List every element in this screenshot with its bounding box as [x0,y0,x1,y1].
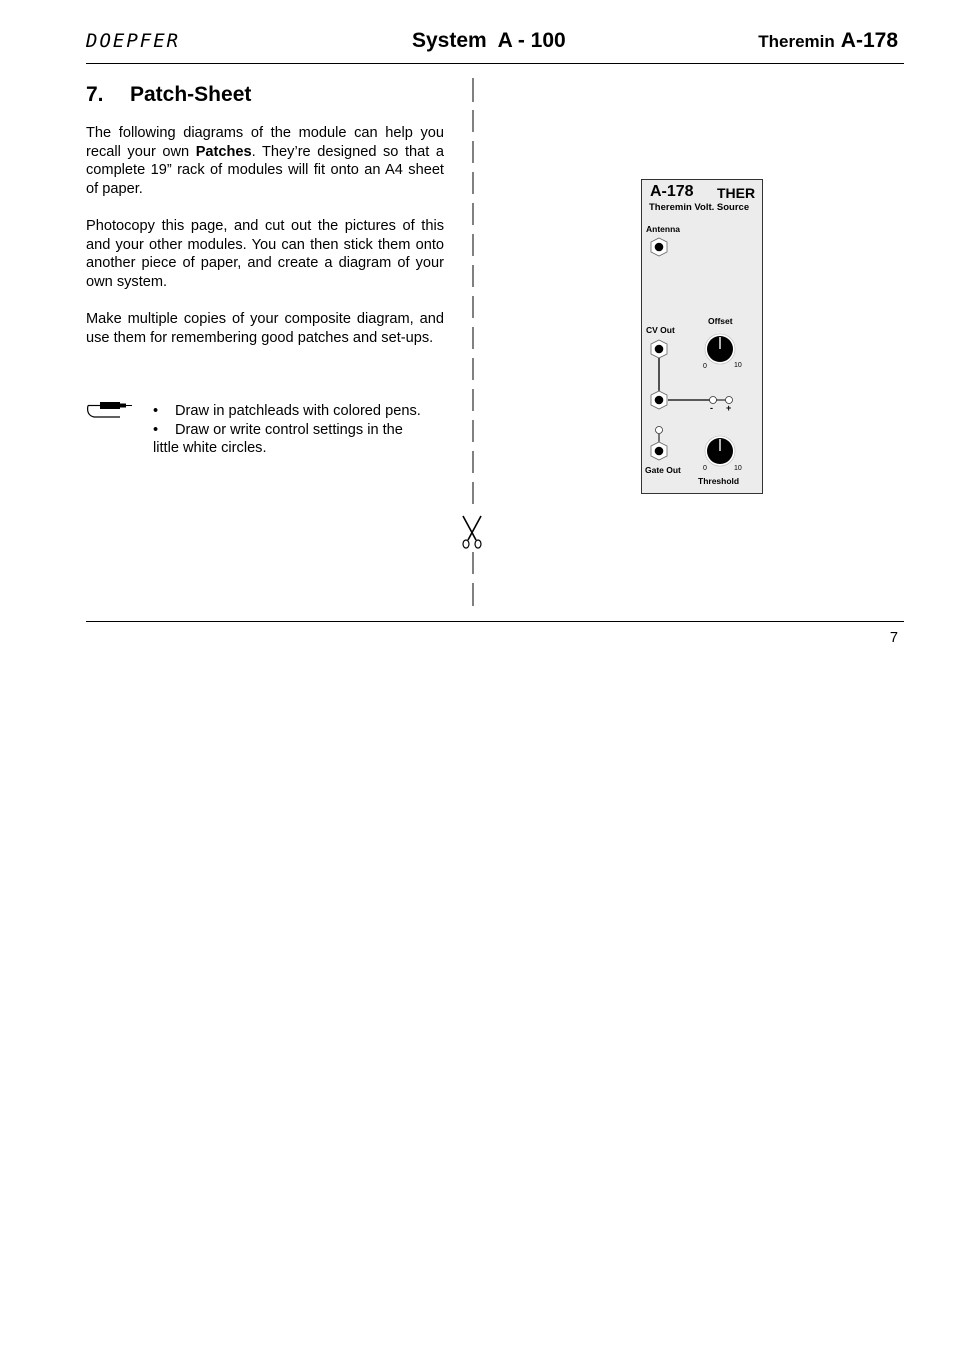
brand-logo: DOEPFER [86,30,181,52]
tips-list [153,402,423,458]
system-title: System A - 100 [412,29,566,52]
gate-out-label: Gate Out [645,465,681,475]
tip-bullet: • [153,421,159,438]
gate-led [656,427,663,434]
offset-knob[interactable] [705,334,735,364]
p1-text-start: The following diagrams of the module can help you recall your own [86,125,444,160]
module-panel [641,179,763,494]
threshold-scale-max: 10 [734,465,742,472]
intro-paragraph [86,124,444,198]
switch-plus-label: + [726,403,732,413]
panel-module-code: A-178 [650,183,694,200]
p1-text-end: . They’re designed so that a complete 19” rack of modules will fit onto an A4 sheet of paper. [86,143,444,197]
antenna-jack[interactable] [651,238,667,256]
antenna-label: Antenna [646,224,680,234]
threshold-scale-min: 0 [703,465,707,472]
offset-label: Offset [708,316,733,326]
module-code: A-178 [840,29,898,52]
copies-paragraph: Make multiple copies of your composite diagram, and use them for remembering good patches and set-ups. [86,311,444,346]
panel-subtitle: Theremin Volt. Source [649,202,750,213]
patch-cable-plug-icon [86,398,134,420]
switch-minus-label: - [710,403,713,413]
tip-bullet: • [153,403,159,419]
module-title [758,29,898,53]
cv-out-label: CV Out [646,325,675,335]
cv-in-jack[interactable] [651,391,667,409]
footer-rule [86,621,904,622]
threshold-knob[interactable] [705,436,735,466]
p1-bold-word: Patches [195,143,252,160]
page-number: 7 [889,630,898,646]
section-heading [86,83,251,107]
tip-item [153,402,423,421]
cv-out-jack[interactable] [651,340,667,358]
section-title: Patch-Sheet [130,83,252,106]
offset-scale-max: 10 [734,362,742,369]
tip-text: Draw in patchleads with colored pens. [175,403,421,419]
offset-scale-min: 0 [703,363,707,370]
header-rule [86,63,904,64]
section-number: 7. [86,83,104,106]
tip-item [153,421,423,458]
tip-text: Draw or write control settings in the little white circles. [153,421,403,457]
module-name: Theremin [758,32,835,51]
gate-out-jack[interactable] [651,442,667,460]
panel-short-name: THER [717,185,756,201]
threshold-label: Threshold [698,476,740,486]
photocopy-paragraph: Photocopy this page, and cut out the pictures of this and your other modules. You can then stick them onto another piece of paper, and create a diagram of your own system. [86,218,444,290]
scissors-icon [460,514,484,550]
